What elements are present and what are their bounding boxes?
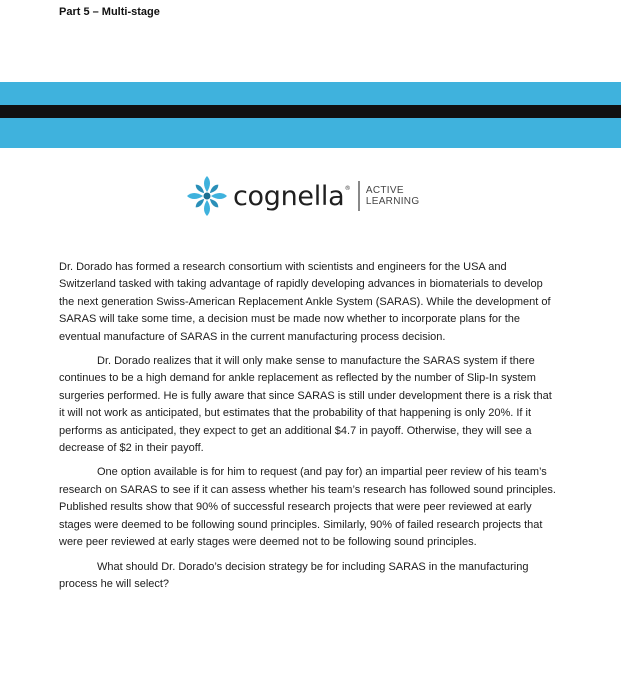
cognella-logo — [186, 171, 419, 221]
paragraph-1: Dr. Dorado has formed a research consortium with scientists and engineers for the USA and Switzerland tasked with taking advantage of rapidly developing advances in biomaterials to develop the next generation Swiss-American Replacement Ankle System (SARAS). While the development of SARAS will take some time, a decision must be made now whether to incorporate plans for the eventual manufacture of SARAS in the current manufacturing process decision. — [59, 261, 551, 343]
logo-subtitle: ACTIVE LEARNING — [365, 185, 420, 207]
paragraph-4: What should Dr. Dorado’s decision strategy be for including SARAS in the manufacturing process he will select? — [59, 560, 529, 590]
banner-band-middle — [0, 105, 621, 118]
paragraph-2: Dr. Dorado realizes that it will only make sense to manufacture the SARAS system if there continues to be a high demand for ankle replacement as reflected by the number of Slip-In system surgeries performed. He is fully aware that since SARAS is still under development there is a risk that it will not work as anticipated, but estimates that the probability of that happening is only 20%. If it performs as anticipated, they expect to get an additional $4.7 in payoff. Otherwise, they will see a decrease of $2 in their payoff. — [59, 355, 552, 455]
brand-name: cognella ® — [233, 180, 351, 212]
banner-band-bottom — [0, 118, 621, 148]
logo-divider — [358, 181, 360, 211]
banner-band-top — [0, 82, 621, 105]
cognella-flower-icon — [186, 175, 228, 217]
problem-text — [59, 259, 559, 600]
paragraph-3: One option available is for him to request (and pay for) an impartial peer review of his team’s research on SARAS to see if it can assess whether his team’s research has followed sound principles. Published results show that 90% of successful research projects that were peer reviewed at early stages were deemed to be following sound principles. Similarly, 90% of failed research projects that were peer reviewed at early stages were deemed not to be following sound principles. — [59, 466, 556, 549]
part-title: Part 5 – Multi-stage — [59, 6, 160, 18]
